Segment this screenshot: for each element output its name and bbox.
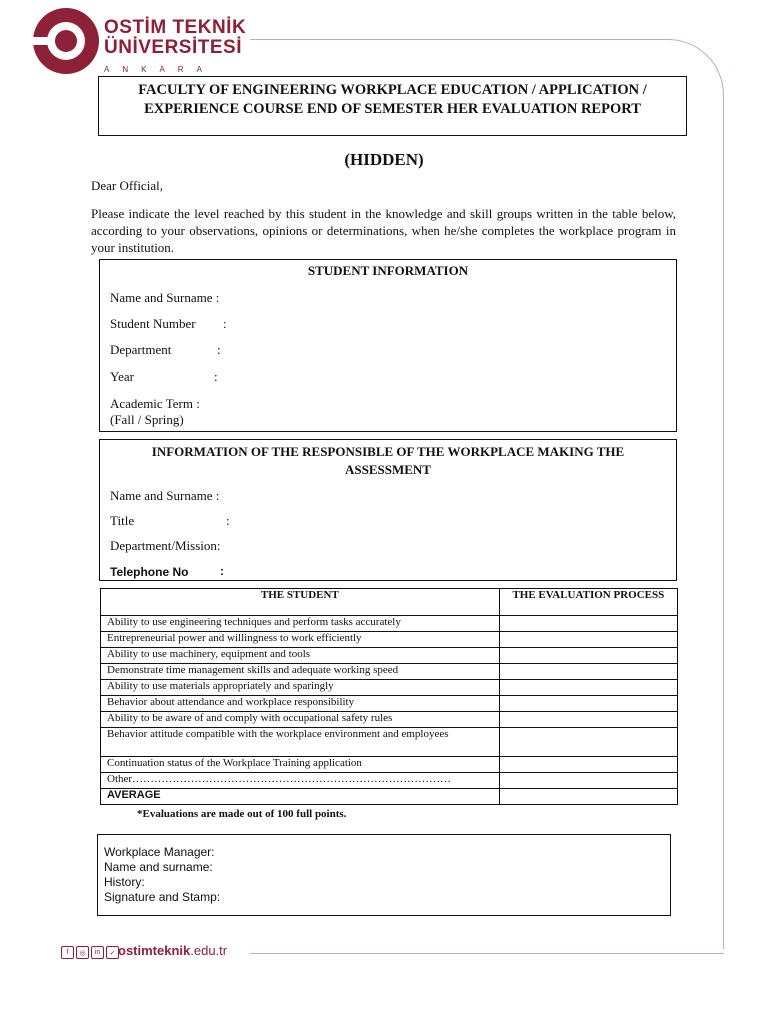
header-rule xyxy=(250,39,670,40)
table-row xyxy=(101,757,678,773)
score-cell[interactable] xyxy=(499,648,677,664)
department-field: Department xyxy=(110,342,172,357)
university-logo-icon xyxy=(31,6,101,76)
criterion-cell: Ability to be aware of and comply with occupational safety rules xyxy=(101,712,500,728)
signature-stamp-line: Signature and Stamp: xyxy=(104,890,221,904)
year-colon: : xyxy=(214,369,218,384)
hidden-label: (HIDDEN) xyxy=(344,150,424,169)
criterion-cell: Ability to use engineering techniques and perform tasks accurately xyxy=(101,616,500,632)
evaluation-table xyxy=(100,588,678,805)
student-info-box xyxy=(99,259,677,432)
score-cell[interactable] xyxy=(499,632,677,648)
table-row xyxy=(101,680,678,696)
score-cell[interactable] xyxy=(499,680,677,696)
criterion-cell: Entrepreneurial power and willingness to work efficiently xyxy=(101,632,500,648)
average-row xyxy=(101,789,678,805)
logo-line-3: ANKARA xyxy=(104,65,215,74)
score-cell[interactable] xyxy=(499,616,677,632)
twitter-icon[interactable]: ✓ xyxy=(106,946,119,959)
academic-term-field: Academic Term : xyxy=(110,396,200,411)
table-row xyxy=(101,728,678,757)
score-cell[interactable] xyxy=(499,696,677,712)
assessor-department-field: Department/Mission: xyxy=(110,538,221,553)
website-name: ostimteknik xyxy=(118,943,191,958)
logo-line-2: ÜNİVERSİTESİ xyxy=(104,37,242,58)
assessor-info-heading: INFORMATION OF THE RESPONSIBLE OF THE WORKPLACE MAKING THE ASSESSMENT xyxy=(151,444,625,477)
table-row xyxy=(101,632,678,648)
assessor-title-field: Title xyxy=(110,513,135,528)
workplace-manager-line: Workplace Manager: xyxy=(104,845,215,859)
header-student: THE STUDENT xyxy=(101,589,500,616)
report-title: FACULTY OF ENGINEERING WORKPLACE EDUCATION / APPLICATION / EXPERIENCE COURSE END OF SEMESTER HER EVALUATION REPORT xyxy=(138,82,647,117)
linkedin-icon[interactable]: in xyxy=(91,946,104,959)
manager-name-line: Name and surname: xyxy=(104,860,213,874)
table-row xyxy=(101,773,678,789)
table-row xyxy=(101,696,678,712)
average-label: AVERAGE xyxy=(101,789,500,805)
criterion-cell: Ability to use machinery, equipment and tools xyxy=(101,648,500,664)
evaluation-note: *Evaluations are made out of 100 full points. xyxy=(137,808,347,820)
website-link[interactable] xyxy=(118,943,227,958)
header-evaluation: THE EVALUATION PROCESS xyxy=(499,589,677,616)
score-cell[interactable] xyxy=(499,773,677,789)
instagram-icon[interactable]: ◎ xyxy=(76,946,89,959)
assessor-title-colon: : xyxy=(226,513,230,528)
criterion-cell: Ability to use materials appropriately and sparingly xyxy=(101,680,500,696)
criterion-cell: Other…………………………………………………………………………… xyxy=(101,773,500,789)
score-cell[interactable] xyxy=(499,712,677,728)
criterion-cell: Demonstrate time management skills and adequate working speed xyxy=(101,664,500,680)
greeting: Dear Official, xyxy=(91,178,163,193)
assessor-telephone-colon: : xyxy=(220,564,224,578)
average-score-cell[interactable] xyxy=(499,789,677,805)
logo-line-1: OSTİM TEKNİK xyxy=(104,17,247,38)
student-number-colon: : xyxy=(223,316,227,331)
score-cell[interactable] xyxy=(499,664,677,680)
signature-box xyxy=(97,834,671,916)
criterion-cell: Behavior attitude compatible with the workplace environment and employees xyxy=(101,728,500,757)
university-name xyxy=(104,18,246,80)
table-row xyxy=(101,712,678,728)
social-icons xyxy=(61,946,119,959)
table-row xyxy=(101,616,678,632)
table-row xyxy=(101,664,678,680)
student-info-heading: STUDENT INFORMATION xyxy=(307,263,469,278)
report-title-box xyxy=(98,76,687,136)
criterion-cell: Behavior about attendance and workplace responsibility xyxy=(101,696,500,712)
website-domain: .edu.tr xyxy=(190,943,228,958)
year-field: Year xyxy=(110,369,134,384)
score-cell[interactable] xyxy=(499,728,677,757)
score-cell[interactable] xyxy=(499,757,677,773)
facebook-icon[interactable]: f xyxy=(61,946,74,959)
table-row xyxy=(101,648,678,664)
academic-term-note: (Fall / Spring) xyxy=(110,412,184,427)
assessor-name-field: Name and Surname : xyxy=(110,488,220,503)
student-number-field: Student Number xyxy=(110,316,196,331)
history-line: History: xyxy=(104,875,145,889)
student-name-field: Name and Surname : xyxy=(110,290,220,305)
assessor-telephone-field: Telephone No xyxy=(110,565,189,579)
department-colon: : xyxy=(217,342,221,357)
table-header-row xyxy=(101,589,678,616)
footer-rule xyxy=(250,953,724,954)
criterion-cell: Continuation status of the Workplace Training application xyxy=(101,757,500,773)
intro-paragraph: Please indicate the level reached by this student in the knowledge and skill groups written in the table below, according to your observations, opinions or determinations, when he/she completes the workplace program in your institution. xyxy=(91,206,676,255)
assessor-info-box xyxy=(99,439,677,581)
